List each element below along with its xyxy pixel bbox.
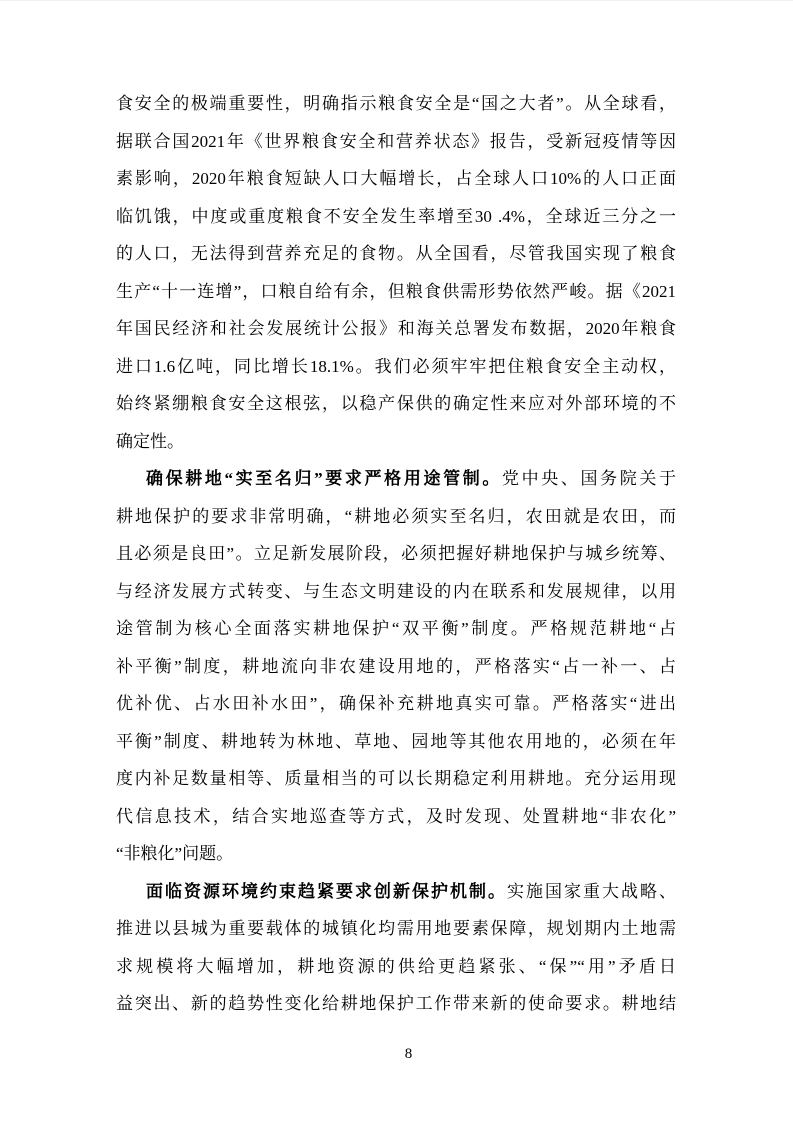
text-line <box>116 160 676 198</box>
paragraph-text: “非粮化”问题。 <box>116 844 234 863</box>
text-line <box>116 948 676 986</box>
text-line <box>116 873 676 911</box>
paragraph-text: 临饥饿，中度或重度粮食不安全发生率增至30 .4%，全球近三分之一 <box>116 206 676 226</box>
paragraph-text: 确定性。 <box>116 431 184 451</box>
paragraph-text: 求规模将大幅增加，耕地资源的供给更趋紧张、“保”“用”矛盾日 <box>116 956 676 976</box>
paragraph-text: 推进以县城为重要载体的城镇化均需用地要素保障，规划期内土地需 <box>116 919 676 938</box>
paragraph-text: 且必须是良田”。立足新发展阶段，必须把握好耕地保护与城乡统筹、 <box>116 544 676 563</box>
text-line <box>116 685 676 723</box>
paragraph <box>116 873 676 1023</box>
text-line <box>116 273 676 311</box>
paragraph-text: 耕地保护的要求非常明确，“耕地必须实至名归，农田就是农田，而 <box>116 506 676 526</box>
text-line <box>116 985 676 1023</box>
paragraph-text: 食安全的极端重要性，明确指示粮食安全是“国之大者”。从全球看， <box>116 94 676 113</box>
paragraph <box>116 85 676 460</box>
page-number: 8 <box>404 1046 413 1062</box>
text-line <box>116 85 676 123</box>
paragraph-text: 进口1.6亿吨，同比增长18.1%。我们必须牢牢把住粮食安全主动权， <box>116 356 676 376</box>
paragraph <box>116 460 676 873</box>
paragraph-lead-bold: 面临资源环境约束趋紧要求创新保护机制。 <box>146 881 507 901</box>
paragraph-text: 度内补足数量相等、质量相当的可以长期稳定利用耕地。充分运用现 <box>116 769 676 788</box>
text-line <box>116 573 676 611</box>
text-line <box>116 423 676 461</box>
paragraph-text: 与经济发展方式转变、与生态文明建设的内在联系和发展规律，以用 <box>116 581 676 601</box>
text-line <box>116 235 676 273</box>
text-line <box>116 610 676 648</box>
paragraph-text: 优补优、占水田补水田”，确保补充耕地真实可靠。严格落实“进出 <box>116 694 676 713</box>
text-line <box>116 348 676 386</box>
paragraph-lead-bold: 确保耕地“实至名归”要求严格用途管制。 <box>146 469 502 488</box>
text-line <box>116 723 676 761</box>
text-line <box>116 798 676 836</box>
text-line <box>116 648 676 686</box>
page-body <box>116 85 676 1023</box>
paragraph-text: 实施国家重大战略、 <box>507 881 676 901</box>
paragraph-text: 始终紧绷粮食安全这根弦，以稳产保供的确定性来应对外部环境的不 <box>116 394 676 413</box>
text-line <box>116 310 676 348</box>
text-line <box>116 385 676 423</box>
paragraph-text: 据联合国2021年《世界粮食安全和营养状态》报告，受新冠疫情等因 <box>116 131 676 151</box>
paragraph-text: 途管制为核心全面落实耕地保护“双平衡”制度。严格规范耕地“占 <box>116 619 676 638</box>
paragraph-text: 的人口，无法得到营养充足的食物。从全国看，尽管我国实现了粮食 <box>116 244 676 263</box>
text-line <box>116 123 676 161</box>
paragraph-text: 生产“十一连增”，口粮自给有余，但粮食供需形势依然严峻。据《2021 <box>116 281 676 301</box>
text-line <box>116 910 676 948</box>
paragraph-text: 党中央、国务院关于 <box>501 469 676 488</box>
paragraph-text: 平衡”制度、耕地转为林地、草地、园地等其他农用地的，必须在年 <box>116 731 676 751</box>
text-line <box>116 198 676 236</box>
paragraph-text: 年国民经济和社会发展统计公报》和海关总署发布数据，2020年粮食 <box>116 319 676 338</box>
paragraph-text: 素影响，2020年粮食短缺人口大幅增长，占全球人口10%的人口正面 <box>116 169 676 188</box>
text-line <box>116 535 676 573</box>
paragraph-text: 益突出、新的趋势性变化给耕地保护工作带来新的使命要求。耕地结 <box>116 994 676 1013</box>
text-line <box>116 460 676 498</box>
text-line <box>116 498 676 536</box>
paragraph-text: 补平衡”制度，耕地流向非农建设用地的，严格落实“占一补一、占 <box>116 656 676 676</box>
text-line <box>116 760 676 798</box>
text-line <box>116 835 676 873</box>
paragraph-text: 代信息技术，结合实地巡查等方式，及时发现、处置耕地“非农化” <box>116 806 676 826</box>
